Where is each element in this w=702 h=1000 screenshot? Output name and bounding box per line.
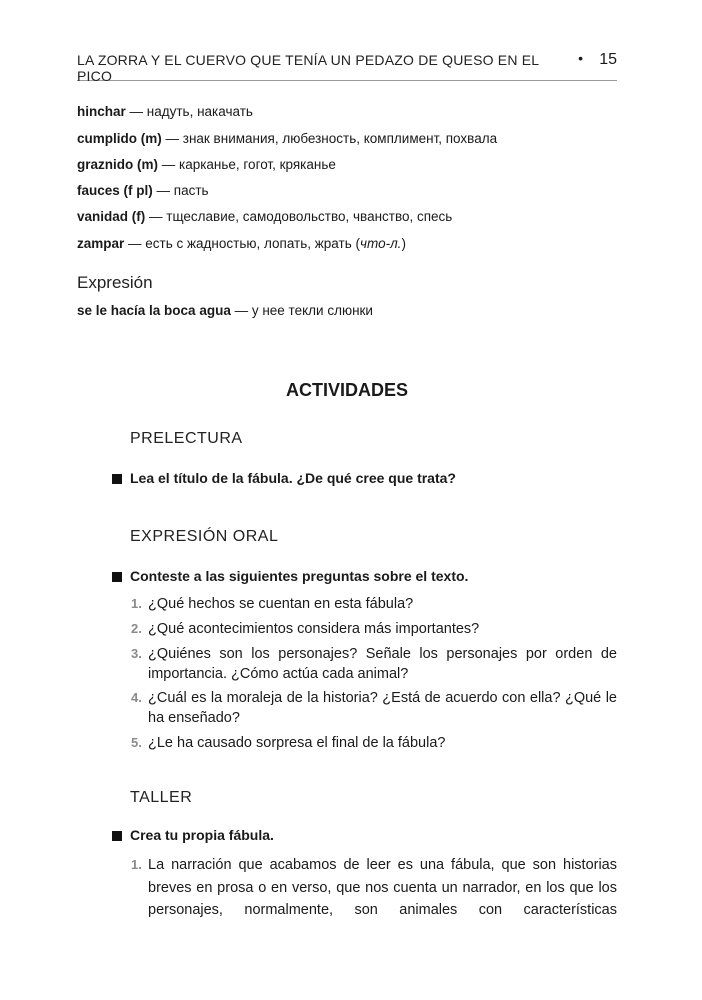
item-text: ¿Qué acontecimientos considera más importantes? <box>148 621 480 637</box>
vocab-entry <box>77 104 253 119</box>
vocab-entry <box>77 183 209 198</box>
task-prelectura <box>112 470 456 486</box>
list-item <box>131 688 617 728</box>
list-item <box>131 854 617 922</box>
list-item <box>131 644 617 684</box>
expression-entry <box>77 303 373 318</box>
expression-term: se le hacía la boca agua <box>77 303 231 318</box>
item-text: ¿Quiénes son los personajes? Señale los personajes por orden de importancia. ¿Cómo actúa cada animal? <box>148 646 617 682</box>
square-bullet-icon <box>112 474 122 484</box>
task-text: Conteste a las siguientes preguntas sobre el texto. <box>130 568 469 584</box>
task-taller <box>112 827 274 843</box>
list-item <box>131 594 617 614</box>
section-heading-expresion-oral: EXPRESIÓN ORAL <box>130 528 279 545</box>
expression-translation: — у нее текли слюнки <box>230 303 373 318</box>
page-number: 15 <box>599 51 617 68</box>
task-text: Crea tu propia fábula. <box>130 827 274 843</box>
vocab-entry <box>77 236 406 251</box>
running-header <box>77 50 617 84</box>
task-text: Lea el título de la fábula. ¿De qué cree que trata? <box>130 470 456 486</box>
item-text: ¿Cuál es la moraleja de la historia? ¿Está de acuerdo con ella? ¿Qué le ha enseñado? <box>148 690 617 726</box>
item-number: 2. <box>131 621 142 636</box>
list-item <box>131 733 617 753</box>
expression-heading: Expresión <box>77 273 153 292</box>
section-heading-taller: TALLER <box>130 789 193 806</box>
square-bullet-icon <box>112 572 122 582</box>
running-header-title: LA ZORRA Y EL CUERVO QUE TENÍA UN PEDAZO DE QUESO EN EL PICO <box>77 52 539 84</box>
activities-title: ACTIVIDADES <box>285 380 408 400</box>
vocab-term: cumplido (m) <box>77 131 162 146</box>
vocab-note: что-л. <box>359 236 402 251</box>
vocab-term: vanidad (f) <box>77 209 146 224</box>
vocab-term: hinchar <box>77 104 126 119</box>
vocab-entry <box>77 157 336 172</box>
header-separator: • <box>578 50 583 66</box>
item-text: ¿Qué hechos se cuentan en esta fábula? <box>148 596 414 612</box>
list-item <box>131 619 617 639</box>
item-number: 4. <box>131 690 142 705</box>
vocab-entry <box>77 209 452 224</box>
section-heading-prelectura: PRELECTURA <box>130 430 243 447</box>
vocab-translation: — тщеславие, самодовольство, чванство, спесь <box>145 209 453 224</box>
vocab-translation: — карканье, гогот, кряканье <box>158 157 336 172</box>
vocab-translation: — есть с жадностью, лопать, жрать ( <box>124 236 360 251</box>
vocab-term: graznido (m) <box>77 157 158 172</box>
item-number: 1. <box>131 857 142 872</box>
item-text: ¿Le ha causado sorpresa el final de la fábula? <box>148 735 446 751</box>
item-number: 1. <box>131 596 142 611</box>
square-bullet-icon <box>112 831 122 841</box>
item-text: La narración que acabamos de leer es una fábula, que son historias breves en prosa o en verso, que nos cuenta un narrador, en los que los personajes, normalmente, son animales con características <box>148 857 617 918</box>
item-number: 3. <box>131 646 142 661</box>
task-expresion-oral <box>112 568 468 584</box>
vocab-close: ) <box>401 236 406 251</box>
vocab-translation: — надуть, накачать <box>125 104 253 119</box>
vocab-term: zampar <box>77 236 125 251</box>
vocab-term: fauces (f pl) <box>77 183 153 198</box>
vocab-translation: — пасть <box>152 183 209 198</box>
item-number: 5. <box>131 735 142 750</box>
vocab-entry <box>77 131 497 146</box>
vocab-translation: — знак внимания, любезность, комплимент, похвала <box>161 131 498 146</box>
